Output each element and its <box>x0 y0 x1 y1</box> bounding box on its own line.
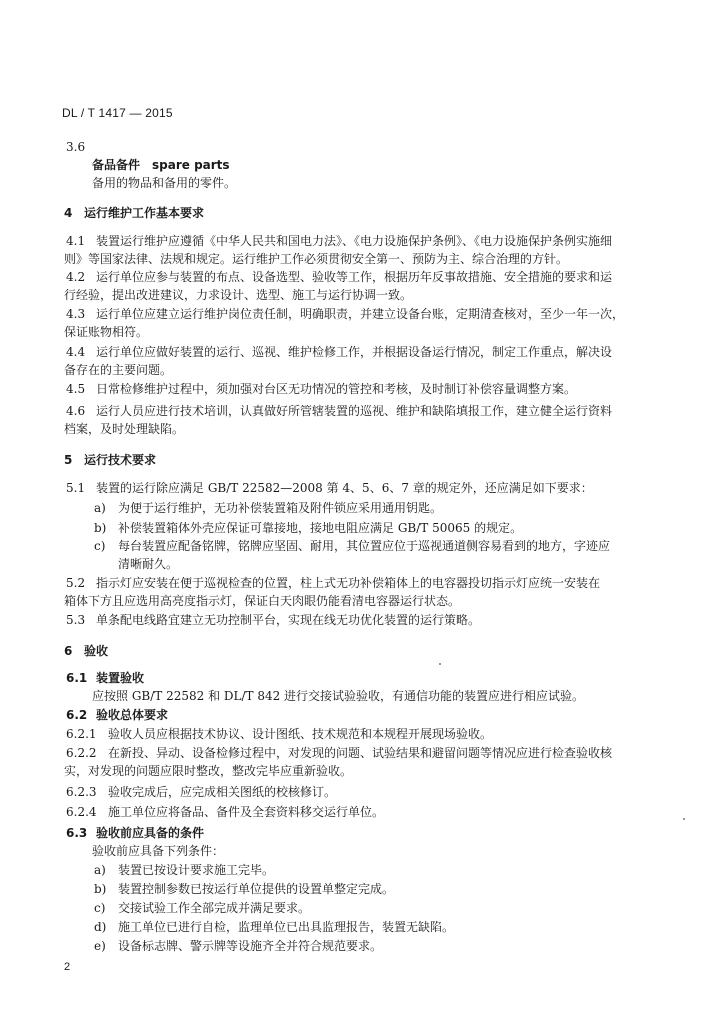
clause-number: 6.2.4 <box>66 805 97 819</box>
clause-number: 5.2 <box>66 576 86 590</box>
clause-number: 6.2.3 <box>66 785 97 799</box>
clause-number: 5.3 <box>66 613 86 627</box>
list-label: d) <box>94 920 107 934</box>
clause-text: 运行单位应参与装置的布点、设备选型、验收等工作，根据历年反事故措施、安全措施的要求和运 <box>96 270 613 284</box>
standard-code-header: DL / T 1417 — 2015 <box>62 106 173 120</box>
clause-text: 则》等国家法律、法规和规定。运行维护工作必须贯彻安全第一、预防为主、综合治理的方针。 <box>64 252 569 266</box>
clause-text: 行经验，提出改进建议，力求设计、选型、施工与运行协调一致。 <box>64 288 413 302</box>
clause-text: 运行单位应建立运行维护岗位责任制，明确职责，并建立设备台账，定期清查核对，至少一年一次， <box>96 307 625 321</box>
section-number: 5 <box>64 453 73 467</box>
clause-title: 验收总体要求 <box>96 708 169 722</box>
list-label: b) <box>94 882 107 896</box>
clause-number: 4.5 <box>66 382 86 396</box>
page-number: 2 <box>64 961 71 973</box>
clause-number: 3.6 <box>66 140 86 154</box>
section-number: 4 <box>64 206 73 220</box>
term-heading: 备品备件 spare parts <box>92 158 230 172</box>
list-text: 设备标志牌、警示牌等设施齐全并符合规范要求。 <box>118 939 383 953</box>
clause-number: 6.3 <box>66 826 88 840</box>
clause-number: 4.3 <box>66 307 86 321</box>
clause-number: 6.2 <box>66 708 88 722</box>
section-number: 6 <box>64 644 73 658</box>
clause-number: 4.2 <box>66 270 86 284</box>
clause-intro: 验收前应具备下列条件： <box>92 844 225 858</box>
term-definition: 备用的物品和备用的零件。 <box>92 176 237 190</box>
list-text: 施工单位已进行自检，监理单位已出具监理报告，装置无缺陷。 <box>118 920 455 934</box>
clause-title: 验收前应具备的条件 <box>96 826 205 840</box>
list-text: 交接试验工作全部完成并满足要求。 <box>118 901 311 915</box>
clause-title: 装置验收 <box>96 671 145 685</box>
clause-text: 施工单位应将备品、备件及全套资料移交运行单位。 <box>108 805 385 819</box>
clause-text: 应按照 GB/T 22582 和 DL/T 842 进行交接试验验收，有通信功能的装置应进行相应试验。 <box>92 689 585 703</box>
list-text: 清晰耐久。 <box>118 557 179 571</box>
clause-text: 装置的运行除应满足 GB/T 22582—2008 第 4、5、6、7 章的规定外，还应满足如下要求： <box>96 481 593 495</box>
list-label: a) <box>94 501 106 515</box>
clause-number: 5.1 <box>66 481 86 495</box>
clause-text: 指示灯应安装在便于巡视检查的位置，柱上式无功补偿箱体上的电容器投切指示灯应统一安装在 <box>96 576 601 590</box>
clause-text: 单条配电线路宜建立无功控制平台，实现在线无功优化装置的运行策略。 <box>96 613 481 627</box>
clause-text: 运行单位应做好装置的运行、巡视、维护检修工作，并根据设备运行情况，制定工作重点，解决设 <box>96 345 613 359</box>
scan-speck <box>683 818 685 820</box>
list-label: c) <box>94 901 106 915</box>
list-text: 装置已按设计要求施工完毕。 <box>118 863 275 877</box>
list-text: 补偿装置箱体外壳应保证可靠接地，接地电阻应满足 GB/T 50065 的规定。 <box>118 521 523 535</box>
clause-number: 4.4 <box>66 345 86 359</box>
clause-number: 6.2.2 <box>66 746 97 760</box>
list-text: 装置控制参数已按运行单位提供的设置单整定完成。 <box>118 882 395 896</box>
clause-number: 6.2.1 <box>66 727 97 741</box>
scan-speck <box>439 663 441 665</box>
clause-text: 日常检修维护过程中，须加强对台区无功情况的管控和考核，及时制订补偿容量调整方案。 <box>96 382 577 396</box>
clause-text: 运行人员应进行技术培训，认真做好所管辖装置的巡视、维护和缺陷填报工作，建立健全运行资料 <box>96 404 613 418</box>
list-label: c) <box>94 539 106 553</box>
clause-number: 6.1 <box>66 671 88 685</box>
list-text: 每台装置应配备铭牌，铭牌应坚固、耐用，其位置应位于巡视通道侧容易看到的地方，字迹应 <box>118 539 611 553</box>
list-text: 为便于运行维护，无功补偿装置箱及附件锁应采用通用钥匙。 <box>118 501 443 515</box>
clause-number: 4.6 <box>66 404 86 418</box>
section-heading: 运行维护工作基本要求 <box>84 206 205 220</box>
clause-text: 在新投、异动、设备检修过程中，对发现的问题、试验结果和避留问题等情况应进行检查验收核 <box>108 746 613 760</box>
list-label: a) <box>94 863 106 877</box>
section-heading: 验收 <box>84 644 109 658</box>
clause-text: 备存在的主要问题。 <box>64 363 173 377</box>
list-label: b) <box>94 521 107 535</box>
list-label: e) <box>94 939 106 953</box>
clause-text: 验收完成后，应完成相关图纸的校核修订。 <box>108 785 337 799</box>
clause-text: 实，对发现的问题应限时整改，整改完毕应重新验收。 <box>64 764 353 778</box>
clause-number: 4.1 <box>66 234 86 248</box>
clause-text: 验收人员应根据技术协议、设计图纸、技术规范和本规程开展现场验收。 <box>108 727 493 741</box>
section-heading: 运行技术要求 <box>84 453 157 467</box>
clause-text: 保证账物相符。 <box>64 325 149 339</box>
clause-text: 装置运行维护应遵循《中华人民共和国电力法》、《电力设施保护条例》、《电力设施保护条例实施细 <box>96 234 613 248</box>
clause-text: 箱体下方且应选用高亮度指示灯，保证白天肉眼仍能看清电容器运行状态。 <box>64 594 461 608</box>
clause-text: 档案，及时处理缺陷。 <box>64 422 185 436</box>
